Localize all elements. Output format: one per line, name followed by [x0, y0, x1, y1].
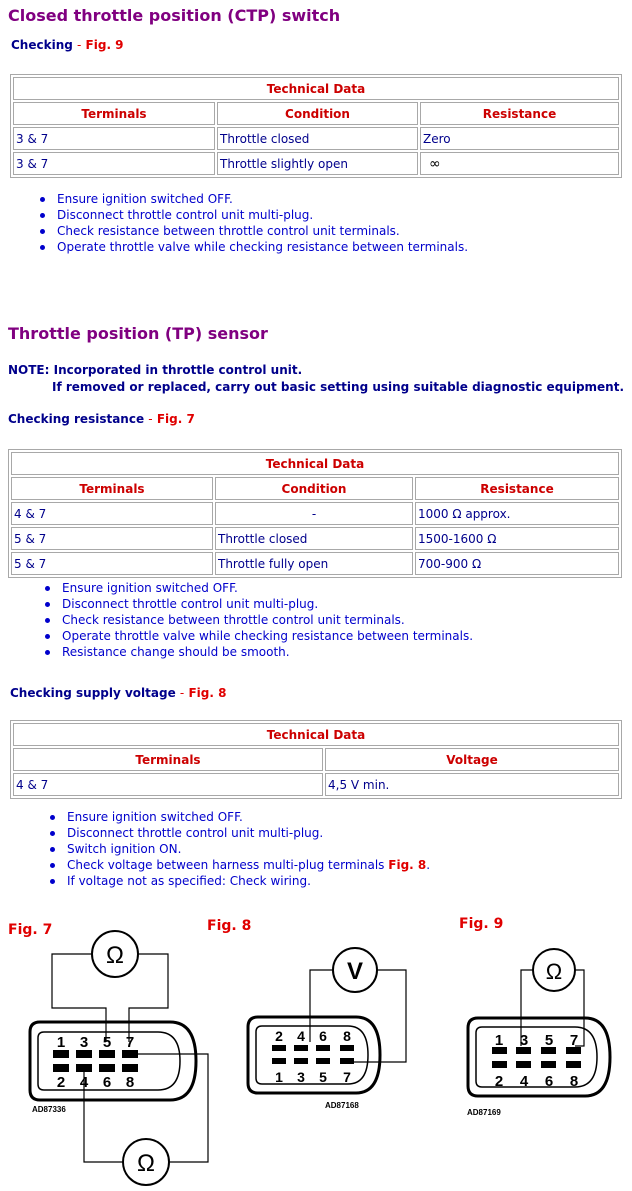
- table-header: Condition: [217, 102, 418, 125]
- pin-number: 7: [343, 1069, 351, 1085]
- list-item: Ensure ignition switched OFF.: [45, 580, 473, 596]
- list-item: Switch ignition ON.: [50, 841, 430, 857]
- list-item: Operate throttle valve while checking resistance between terminals.: [40, 239, 468, 255]
- table-cell: 4,5 V min.: [325, 773, 619, 796]
- pin-number: 7: [569, 1032, 579, 1049]
- fig9-diagram: [467, 949, 610, 1117]
- table-header: Terminals: [13, 102, 215, 125]
- table-cell: -: [215, 502, 413, 525]
- fig7-code: AD87336: [32, 1105, 66, 1114]
- pin-number: 6: [102, 1074, 112, 1091]
- table-caption: Technical Data: [13, 77, 619, 100]
- voltage-dash: -: [179, 686, 185, 700]
- note-line-2: If removed or replaced, carry out basic setting using suitable diagnostic equipment.: [52, 380, 625, 394]
- fig7-diagram: [30, 931, 208, 1185]
- table-cell: Throttle fully open: [215, 552, 413, 575]
- list-item: Operate throttle valve while checking resistance between terminals.: [45, 628, 473, 644]
- fig9-label: Fig. 9: [459, 916, 504, 932]
- pin-number: 7: [125, 1034, 135, 1051]
- pin-number: 3: [79, 1034, 89, 1051]
- list-item: Ensure ignition switched OFF.: [40, 191, 468, 207]
- list-item: Disconnect throttle control unit multi-plug.: [40, 207, 468, 223]
- table-header: Resistance: [420, 102, 619, 125]
- list-item: If voltage not as specified: Check wiring.: [50, 873, 430, 889]
- table-cell: 4 & 7: [11, 502, 213, 525]
- pin-number: 1: [56, 1034, 66, 1051]
- meter-symbol: Ω: [106, 942, 124, 969]
- table-cell: 3 & 7: [13, 152, 215, 175]
- table-header: Terminals: [13, 748, 323, 771]
- pin-number: 5: [102, 1034, 112, 1051]
- resistance-dash: -: [148, 412, 153, 426]
- list-item: Check resistance between throttle control unit terminals.: [45, 612, 473, 628]
- pin-number: 4: [297, 1028, 305, 1044]
- resistance-fig-link[interactable]: Fig. 7: [156, 412, 195, 426]
- pin-number: 2: [494, 1073, 504, 1090]
- table-cell: Throttle closed: [215, 527, 413, 550]
- table-caption: Technical Data: [13, 723, 619, 746]
- resistance-heading-label: Checking resistance: [8, 412, 145, 426]
- table-header: Resistance: [415, 477, 619, 500]
- pin-number: 2: [275, 1028, 283, 1044]
- ctp-dash: -: [77, 38, 82, 52]
- pin-number: 8: [125, 1074, 135, 1091]
- voltage-heading-label: Checking supply voltage: [10, 686, 176, 700]
- fig8-diagram: [248, 948, 406, 1110]
- inline-fig-link[interactable]: Fig. 8: [388, 858, 427, 872]
- table-cell: Throttle slightly open: [217, 152, 418, 175]
- meter-symbol: Ω: [545, 959, 563, 984]
- table-cell: 5 & 7: [11, 527, 213, 550]
- fig8-code: AD87168: [325, 1101, 359, 1110]
- list-item: Disconnect throttle control unit multi-plug.: [50, 825, 430, 841]
- pin-number: 1: [275, 1069, 283, 1085]
- table-cell: Zero: [420, 127, 619, 150]
- pin-number: 5: [319, 1069, 327, 1085]
- pin-number: 1: [494, 1032, 504, 1049]
- list-item: Ensure ignition switched OFF.: [50, 809, 430, 825]
- table-cell: 4 & 7: [13, 773, 323, 796]
- pin-number: 8: [569, 1073, 579, 1090]
- pin-number: 5: [544, 1032, 554, 1049]
- pin-number: 4: [519, 1073, 529, 1090]
- pin-number: 6: [319, 1028, 327, 1044]
- voltage-fig-link[interactable]: Fig. 8: [188, 686, 227, 700]
- table-header: Condition: [215, 477, 413, 500]
- list-item-suffix: .: [426, 858, 431, 872]
- table-cell: 5 & 7: [11, 552, 213, 575]
- ctp-title: Closed throttle position (CTP) switch: [8, 6, 341, 25]
- meter-symbol: V: [346, 958, 364, 985]
- table-caption: Technical Data: [11, 452, 619, 475]
- table-header: Terminals: [11, 477, 213, 500]
- table-cell: Throttle closed: [217, 127, 418, 150]
- pin-number: 2: [56, 1074, 66, 1091]
- list-item: Resistance change should be smooth.: [45, 644, 473, 660]
- list-item: Disconnect throttle control unit multi-plug.: [45, 596, 473, 612]
- table-cell: 1000 Ω approx.: [415, 502, 619, 525]
- table-cell: 1500-1600 Ω: [415, 527, 619, 550]
- meter-symbol: Ω: [137, 1150, 155, 1177]
- pin-number: 3: [297, 1069, 305, 1085]
- ctp-fig-link[interactable]: Fig. 9: [85, 38, 124, 52]
- table-header: Voltage: [325, 748, 619, 771]
- note-line-1: NOTE: Incorporated in throttle control unit.: [8, 363, 303, 377]
- fig8-label: Fig. 8: [207, 918, 252, 934]
- tp-title: Throttle position (TP) sensor: [8, 324, 268, 343]
- list-item-text: Check voltage between harness multi-plug terminals: [67, 858, 385, 872]
- pin-number: 3: [519, 1032, 529, 1049]
- pin-number: 4: [79, 1074, 89, 1091]
- list-item: Check resistance between throttle control unit terminals.: [40, 223, 468, 239]
- pin-number: 6: [544, 1073, 554, 1090]
- table-cell: 3 & 7: [13, 127, 215, 150]
- table-cell: 700-900 Ω: [415, 552, 619, 575]
- ctp-checking-label: Checking: [11, 38, 73, 52]
- fig7-label: Fig. 7: [8, 922, 53, 938]
- pin-number: 8: [343, 1028, 351, 1044]
- fig9-code: AD87169: [467, 1108, 501, 1117]
- table-cell: ∞: [420, 152, 619, 175]
